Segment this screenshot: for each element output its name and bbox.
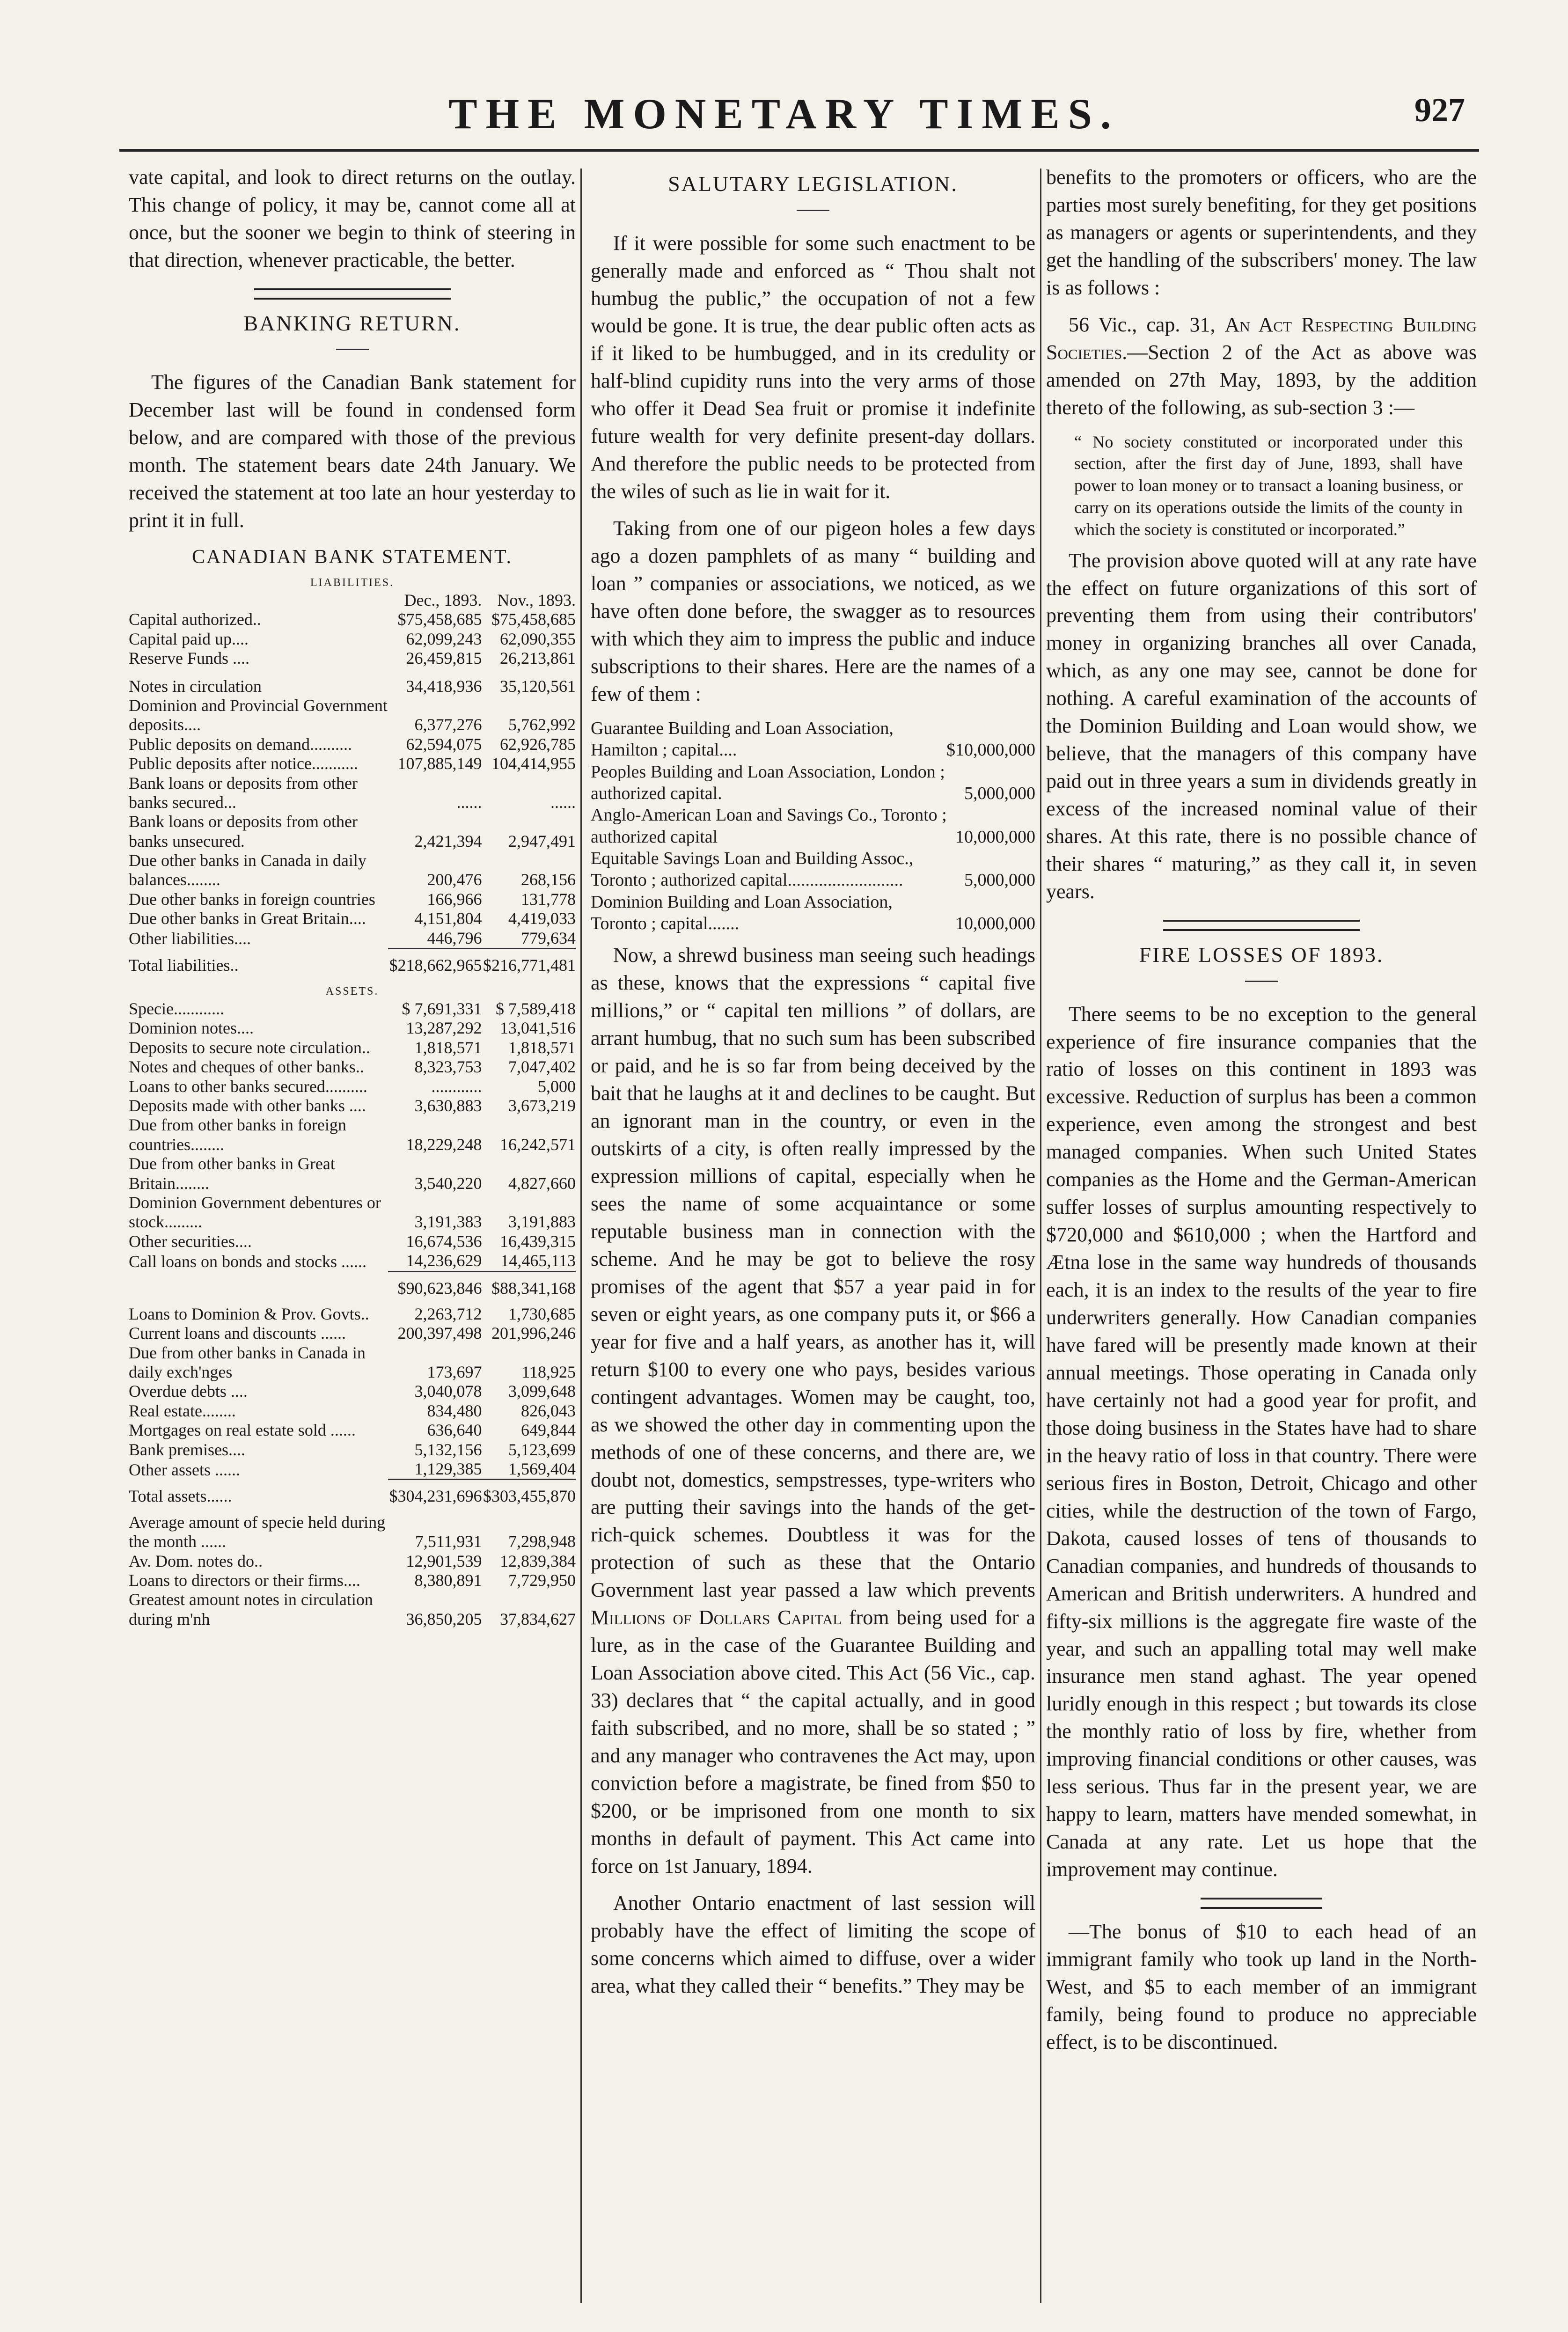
act-citation: 56 Vic., cap. 31, An Act Respecting Building Societies.—Section 2 of the Act as above was amended on 27th May, 1893, by the addition thereto of the following, as sub-section 3 :— — [1046, 313, 1477, 419]
article-paragraph: Another Ontario enactment of last session will probably have the effect of limiting the scope of some concerns which aimed to diffuse, over a wider area, what they called their “ benefits.” They may be — [591, 1891, 1035, 1997]
asset-row-nov: 3,191,883 — [508, 1212, 576, 1232]
company-name: Dominion Building and Loan Association, Toronto ; capital....... — [591, 892, 893, 934]
asset-row-nov: 201,996,246 — [491, 1324, 576, 1343]
asset-row — [129, 1154, 576, 1193]
asset-row — [129, 1232, 576, 1251]
asset-row-label: Current loans and discounts ...... — [129, 1324, 346, 1343]
liability-row — [129, 890, 576, 909]
liability-row-label: Due other banks in foreign countries — [129, 889, 375, 909]
liability-row-nov: 35,120,561 — [500, 676, 576, 696]
asset-row — [129, 1440, 576, 1459]
asset-row-dec: 2,263,712 — [414, 1304, 482, 1323]
asset-row-dec: 3,191,383 — [414, 1212, 482, 1232]
asset-row-label: Overdue debts .... — [129, 1382, 248, 1401]
liability-row — [129, 649, 576, 668]
asset-row-label: Loans to Dominion & Prov. Govts.. — [129, 1304, 369, 1323]
asset-row-dec: 3,040,078 — [414, 1382, 482, 1401]
asset-row — [129, 1401, 576, 1421]
liability-row — [129, 630, 576, 649]
liability-row-label: Other liabilities.... — [129, 929, 251, 948]
average-row-label: Greatest amount notes in circulation during m'nh — [129, 1590, 373, 1628]
asset-row-nov: 1,730,685 — [508, 1304, 576, 1323]
column-1 — [129, 164, 576, 2332]
asset-row-nov: 118,925 — [521, 1363, 576, 1382]
liability-row-label: Capital paid up.... — [129, 629, 249, 648]
asset-row-label: Dominion Government debentures or stock......... — [129, 1193, 381, 1232]
asset-row-label: Deposits to secure note circulation.. — [129, 1038, 370, 1057]
bonus-notice: —The bonus of $10 to each head of an immigrant family who took up land in the North-West, and $5 to each member of an immigrant family, being found to produce no appreciable effect, is to be discontinued. — [1046, 1920, 1477, 2053]
asset-row-dec: 636,640 — [427, 1421, 482, 1440]
asset-row-dec: 200,397,498 — [397, 1324, 482, 1343]
total-liabilities-dec: $218,662,965 — [389, 956, 482, 975]
liability-row-dec: 26,459,815 — [406, 649, 482, 668]
liability-row-label: Dominion and Provincial Government deposits.... — [129, 696, 388, 734]
bank-statement-table — [129, 573, 576, 1629]
liabilities-label: LIABILITIES. — [310, 577, 395, 589]
asset-row — [129, 1115, 576, 1154]
asset-row-nov: 1,818,571 — [508, 1038, 576, 1057]
liability-row — [129, 696, 576, 735]
liability-row-label: Due other banks in Canada in daily balances........ — [129, 851, 366, 889]
liability-row-nov: 62,090,355 — [500, 629, 576, 648]
subtotal-dec: $90,623,846 — [397, 1278, 482, 1298]
masthead — [0, 70, 1568, 150]
asset-row-dec: $ 7,691,331 — [402, 999, 482, 1019]
average-row-label: Average amount of specie held during the month ...... — [129, 1512, 386, 1551]
newspaper-title: THE MONETARY TIMES. — [448, 90, 1120, 138]
asset-row-dec: 3,630,883 — [414, 1096, 482, 1115]
liability-row-dec: ...... — [456, 792, 482, 812]
asset-row-dec: 1,818,571 — [414, 1038, 482, 1057]
liability-row — [129, 754, 576, 773]
liability-row — [129, 774, 576, 813]
total-assets-nov: $303,455,870 — [483, 1487, 576, 1506]
asset-row-nov: 13,041,516 — [500, 1019, 576, 1038]
asset-row-nov: 1,569,404 — [482, 1459, 576, 1480]
asset-row-label: Real estate........ — [129, 1401, 236, 1420]
asset-row-label: Call loans on bonds and stocks ...... — [129, 1252, 366, 1271]
asset-row-label: Other securities.... — [129, 1232, 252, 1251]
fire-losses-text: There seems to be no exception to the general experience of fire insurance companies that the ratio of losses on this continent in 1893 was excessive. Reduction of surplus has been a common experience, even among the strongest and best managed companies. When such United States companies as the Home and the German-American suffer losses of surplus amounting respectively to $720,000 and $610,000 ; when the Hartford and Ætna lose in the same way hundreds of thousands each, it is an index to the results of the year to fire underwriters generally. How Canadian companies have fared will be presently made known at their annual meetings. Those operating in Canada only have certainly not had a good year for profit, and those doing business in the States have had to share in the heavy ratio of loss in that country. There were serious fires in Boston, Detroit, Chicago and other cities, while the destruction of the town of Fargo, Dakota, caused losses of tens of thousands to Canadian companies, and hundreds of thousands to American and British underwriters. A hundred and fifty-six millions is the aggregate fire waste of the year, and such an appalling total may well make insurance men stand aghast. The year opened luridly enough in this respect ; but towards its close the monthly ratio of loss by fire, whether from improving financial conditions or other causes, was less serious. Thus far in the present year, we are happy to learn, matters have mended somewhat, in Canada at any rate. Let us hope that the improvement may continue. — [1046, 1002, 1477, 1881]
company-entry — [591, 761, 1035, 805]
company-name: Guarantee Building and Loan Association, Hamilton ; capital.... — [591, 718, 894, 760]
asset-row-nov: 14,465,113 — [482, 1251, 576, 1271]
liability-row-dec: 62,594,075 — [406, 734, 482, 754]
asset-row-dec: 834,480 — [427, 1401, 482, 1420]
fire-losses-heading: FIRE LOSSES OF 1893. — [1139, 942, 1384, 967]
liability-row — [129, 668, 576, 696]
masthead-rule — [119, 149, 1479, 152]
page-number: 927 — [1414, 91, 1465, 129]
asset-row-label: Mortgages on real estate sold ...... — [129, 1421, 356, 1440]
liability-row-nov: $75,458,685 — [491, 610, 576, 629]
liability-row-nov: 268,156 — [521, 870, 576, 889]
asset-row — [129, 1324, 576, 1343]
column-3 — [1046, 164, 1477, 2332]
company-name: Peoples Building and Loan Association, London ; authorized capital. — [591, 762, 945, 803]
asset-row — [129, 1038, 576, 1057]
asset-row — [129, 1057, 576, 1077]
liability-row-dec: 6,377,276 — [414, 715, 482, 734]
liability-row-label: Reserve Funds .... — [129, 649, 249, 668]
liability-row — [129, 610, 576, 629]
average-row — [129, 1571, 576, 1590]
column-header-nov: Nov., 1893. — [497, 591, 576, 610]
section-rule — [1163, 920, 1360, 931]
asset-row-nov: 16,439,315 — [500, 1232, 576, 1251]
liability-row-dec: $75,458,685 — [397, 610, 482, 629]
liability-row-label: Public deposits after notice........... — [129, 754, 358, 773]
liability-row-dec: 34,418,936 — [406, 676, 482, 696]
asset-row-label: Due from other banks in Great Britain........ — [129, 1154, 335, 1193]
column-divider — [1040, 169, 1041, 2303]
liabilities-rows — [129, 610, 576, 948]
company-capital: 5,000,000 — [964, 783, 1035, 803]
liability-row-nov: 5,762,992 — [508, 715, 576, 734]
asset-row-label: Deposits made with other banks .... — [129, 1096, 366, 1115]
asset-row-label: Due from other banks in Canada in daily exch'nges — [129, 1343, 366, 1382]
average-row-nov: 12,839,384 — [500, 1551, 576, 1570]
asset-row — [129, 1343, 576, 1382]
other-rows — [129, 1513, 576, 1629]
average-row — [129, 1552, 576, 1571]
average-row — [129, 1590, 576, 1629]
company-capital: $10,000,000 — [946, 740, 1035, 760]
asset-row-dec: 16,674,536 — [406, 1232, 482, 1251]
company-name: Anglo-American Loan and Savings Co., Toronto ; authorized capital — [591, 805, 947, 847]
salutary-legislation-heading: SALUTARY LEGISLATION. — [668, 172, 958, 196]
asset-row-nov: 7,047,402 — [508, 1057, 576, 1077]
assets-label: ASSETS. — [325, 985, 379, 998]
asset-row-nov: 826,043 — [521, 1401, 576, 1420]
asset-row-nov: 5,123,699 — [508, 1440, 576, 1459]
average-row-dec: 8,380,891 — [414, 1570, 482, 1590]
asset-row-label: Due from other banks in foreign countries........ — [129, 1115, 346, 1154]
liability-row-dec: 200,476 — [427, 870, 482, 889]
asset-row-dec: 14,236,629 — [388, 1251, 482, 1271]
average-row-label: Av. Dom. notes do.. — [129, 1551, 263, 1570]
company-capital: 10,000,000 — [955, 914, 1035, 934]
banking-return-text: The figures of the Canadian Bank statement for December last will be found in condensed form below, and are compared with those of the previous month. The statement bears date 24th January. We received the statement at too late an hour yesterday to print it in full. — [129, 371, 576, 532]
asset-row-dec: 13,287,292 — [406, 1019, 482, 1038]
total-assets-label: Total assets...... — [129, 1487, 232, 1506]
liability-row-label: Bank loans or deposits from other banks unsecured. — [129, 812, 358, 851]
company-capital: 5,000,000 — [964, 870, 1035, 890]
article-paragraph: If it were possible for some such enactment to be generally made and enforced as “ Thou shalt not humbug the public,” the occupation of not a few would be gone. It is true, the dear public often acts as if it liked to be humbugged, and in its credulity or half-blind cupidity runs into the very arms of those who offer it Dead Sea fruit or promise it indefinite future wealth for very definite present-day dollars. And therefore the public needs to be protected from the wiles of such as lie in wait for it. — [591, 231, 1035, 503]
liability-row-nov: 779,634 — [482, 929, 576, 949]
act-quote: “ No society constituted or incorporated under this section, after the first day of June, 1893, shall have power to loan money or to transact a loaning business, or carry on its operations outside the limits of the county in which the society is constituted or incorporated.” — [1074, 432, 1463, 539]
asset-row-dec: 3,540,220 — [414, 1173, 482, 1193]
asset-row — [129, 1421, 576, 1440]
liability-row-nov: 62,926,785 — [500, 734, 576, 754]
liability-row-label: Due other banks in Great Britain.... — [129, 909, 366, 928]
asset-row — [129, 1251, 576, 1271]
asset-row — [129, 1096, 576, 1115]
column-header-dec: Dec., 1893. — [404, 591, 482, 610]
average-row-nov: 37,834,627 — [500, 1609, 576, 1628]
average-row-nov: 7,298,948 — [508, 1532, 576, 1551]
asset-row-dec: 5,132,156 — [414, 1440, 482, 1459]
asset-row — [129, 999, 576, 1019]
average-row — [129, 1513, 576, 1552]
liability-row-nov: 104,414,955 — [491, 754, 576, 773]
liability-row-nov: 26,213,861 — [500, 649, 576, 668]
asset-row-dec: 8,323,753 — [414, 1057, 482, 1077]
column-2 — [591, 164, 1035, 2332]
asset-row — [129, 1019, 576, 1038]
liability-row — [129, 851, 576, 890]
article-paragraph: benefits to the promoters or officers, who are the parties most surely benefiting, for they get positions as managers or agents or superintendents, and they get the handling of the subscribers' money. The law is as follows : — [1046, 166, 1477, 299]
company-name: Equitable Savings Loan and Building Assoc., Toronto ; authorized capital.......................... — [591, 848, 914, 890]
average-row-label: Loans to directors or their firms.... — [129, 1570, 360, 1590]
asset-row-label: Dominion notes.... — [129, 1019, 254, 1038]
total-assets-dec: $304,231,696 — [389, 1487, 482, 1506]
asset-row-dec: ............ — [431, 1077, 482, 1096]
asset-row-label: Notes and cheques of other banks.. — [129, 1057, 364, 1077]
liability-row-nov: 131,778 — [521, 889, 576, 909]
section-rule — [1201, 1898, 1322, 1909]
column-divider — [580, 169, 582, 2303]
liability-row-nov: ...... — [550, 792, 576, 812]
asset-row-nov: 3,099,648 — [508, 1382, 576, 1401]
asset-row — [129, 1193, 576, 1232]
liability-row — [129, 929, 576, 949]
asset-row-dec: 1,129,385 — [388, 1459, 482, 1480]
company-list — [591, 718, 1035, 935]
total-liabilities-label: Total liabilities.. — [129, 956, 239, 975]
heading-separator — [797, 210, 829, 211]
article-continuation: vate capital, and look to direct returns on the outlay. This change of policy, it may be, cannot come all at once, but the sooner we begin to think of steering in that direction, whenever practicable, the better. — [129, 166, 576, 271]
liability-row-dec: 446,796 — [388, 929, 482, 949]
asset-row — [129, 1305, 576, 1324]
asset-row-label: Specie............ — [129, 999, 224, 1019]
liability-row-nov: 4,419,033 — [508, 909, 576, 928]
company-entry — [591, 848, 1035, 891]
company-entry — [591, 718, 1035, 761]
average-row-dec: 7,511,931 — [415, 1532, 482, 1551]
liability-row — [129, 812, 576, 851]
company-entry — [591, 804, 1035, 848]
liability-row-dec: 4,151,804 — [414, 909, 482, 928]
liability-row-dec: 166,966 — [427, 889, 482, 909]
assets-rows-2 — [129, 1305, 576, 1480]
asset-row-dec: 18,229,248 — [406, 1135, 482, 1154]
banking-return-heading: BANKING RETURN. — [243, 311, 461, 335]
asset-row-nov: 3,673,219 — [508, 1096, 576, 1115]
liability-row-dec: 2,421,394 — [414, 831, 482, 851]
liability-row-dec: 107,885,149 — [397, 754, 482, 773]
asset-row-nov: 5,000 — [538, 1077, 576, 1096]
statement-title: CANADIAN BANK STATEMENT. — [192, 546, 513, 568]
average-row-nov: 7,729,950 — [508, 1570, 576, 1590]
average-row-dec: 36,850,205 — [406, 1609, 482, 1628]
company-entry — [591, 891, 1035, 935]
asset-row-label: Loans to other banks secured.......... — [129, 1077, 367, 1096]
article-paragraph: Taking from one of our pigeon holes a few days ago a dozen pamphlets of as many “ building and loan ” companies or associations, we noticed, as we have often done before, the swagger as to resources with which they aim to impress the public and induce subscriptions to their shares. Here are the names of a few of them : — [591, 517, 1035, 705]
asset-row — [129, 1077, 576, 1096]
liability-row-label: Capital authorized.. — [129, 610, 261, 629]
section-rule — [254, 288, 451, 300]
asset-row-nov: 649,844 — [521, 1421, 576, 1440]
article-paragraph: Now, a shrewd business man seeing such headings as these, knows that the expressions “ capital five millions,” or “ capital ten millions ” of dollars, are arrant humbug, that no such sum has been subscribed or paid, and he is so far from being deceived by the bait that he laughs at it and declines to be caught. But an ignorant man in the country, or even in the outskirts of a city, is often really impressed by the expression millions of capital, especially when he sees the name of some acquaintance or some reputable business man in connection with the scheme. And he may be got to believe the rosy promises of the agent that $57 a year paid in for seven or eight years, as one company puts it, or $66 a year for five and a half years, as another has it, will return $100 to every one who pays, besides various contingent advantages. Women may be caught, too, as we showed the other day in commenting upon the methods of one of these concerns, and there are, we doubt not, domestics, sempstresses, type-writers who are putting their savings into the hands of the get-rich-quick schemes. Doubtless it was for the protection of such as these that the Ontario Government last year passed a law which prevents Millions of Dollars Capital from being used for a lure, as in the case of the Guarantee Building and Loan Association above cited. This Act (56 Vic., cap. 33) declares that “ the capital actually, and in good faith subscribed, and no more, shall be so stated ; ” and any manager who contravenes the Act may, upon conviction before a magistrate, be fined from $50 to $200, or be imprisoned from one month to six months in default of payment. This Act came into force on 1st January, 1894. — [591, 944, 1035, 1877]
asset-row-nov: $ 7,589,418 — [496, 999, 576, 1019]
assets-rows — [129, 999, 576, 1271]
liability-row — [129, 909, 576, 928]
asset-row-dec: 173,697 — [427, 1363, 482, 1382]
liability-row-label: Bank loans or deposits from other banks secured... — [129, 773, 358, 812]
average-row-dec: 12,901,539 — [406, 1551, 482, 1570]
liability-row-nov: 2,947,491 — [508, 831, 576, 851]
liability-row-label: Public deposits on demand.......... — [129, 734, 352, 754]
liability-row-label: Notes in circulation — [129, 676, 262, 696]
heading-separator — [336, 349, 369, 350]
asset-row — [129, 1382, 576, 1401]
asset-row-nov: 16,242,571 — [500, 1135, 576, 1154]
asset-row-label: Other assets ...... — [129, 1460, 240, 1479]
total-liabilities-nov: $216,771,481 — [483, 956, 576, 975]
article-paragraph: The provision above quoted will at any rate have the effect on future organizations of this sort of preventing them from using their contributors' money in organizing branches all over Canada, which, as any one may see, cannot be done for nothing. A careful examination of the accounts of the Dominion Building and Loan would show, we believe, that the managers of this company have paid out in three years a sum in dividends greatly in excess of the increased nominal value of their shares. At this rate, there is no possible chance of their shares “ maturing,” as they call it, in seven years. — [1046, 549, 1477, 903]
liability-row-dec: 62,099,243 — [406, 629, 482, 648]
liability-row — [129, 735, 576, 754]
asset-row-label: Bank premises.... — [129, 1440, 245, 1459]
heading-separator — [1245, 981, 1278, 982]
asset-row-nov: 4,827,660 — [508, 1173, 576, 1193]
company-capital: 10,000,000 — [955, 827, 1035, 847]
subtotal-nov: $88,341,168 — [491, 1278, 576, 1298]
asset-row — [129, 1459, 576, 1480]
